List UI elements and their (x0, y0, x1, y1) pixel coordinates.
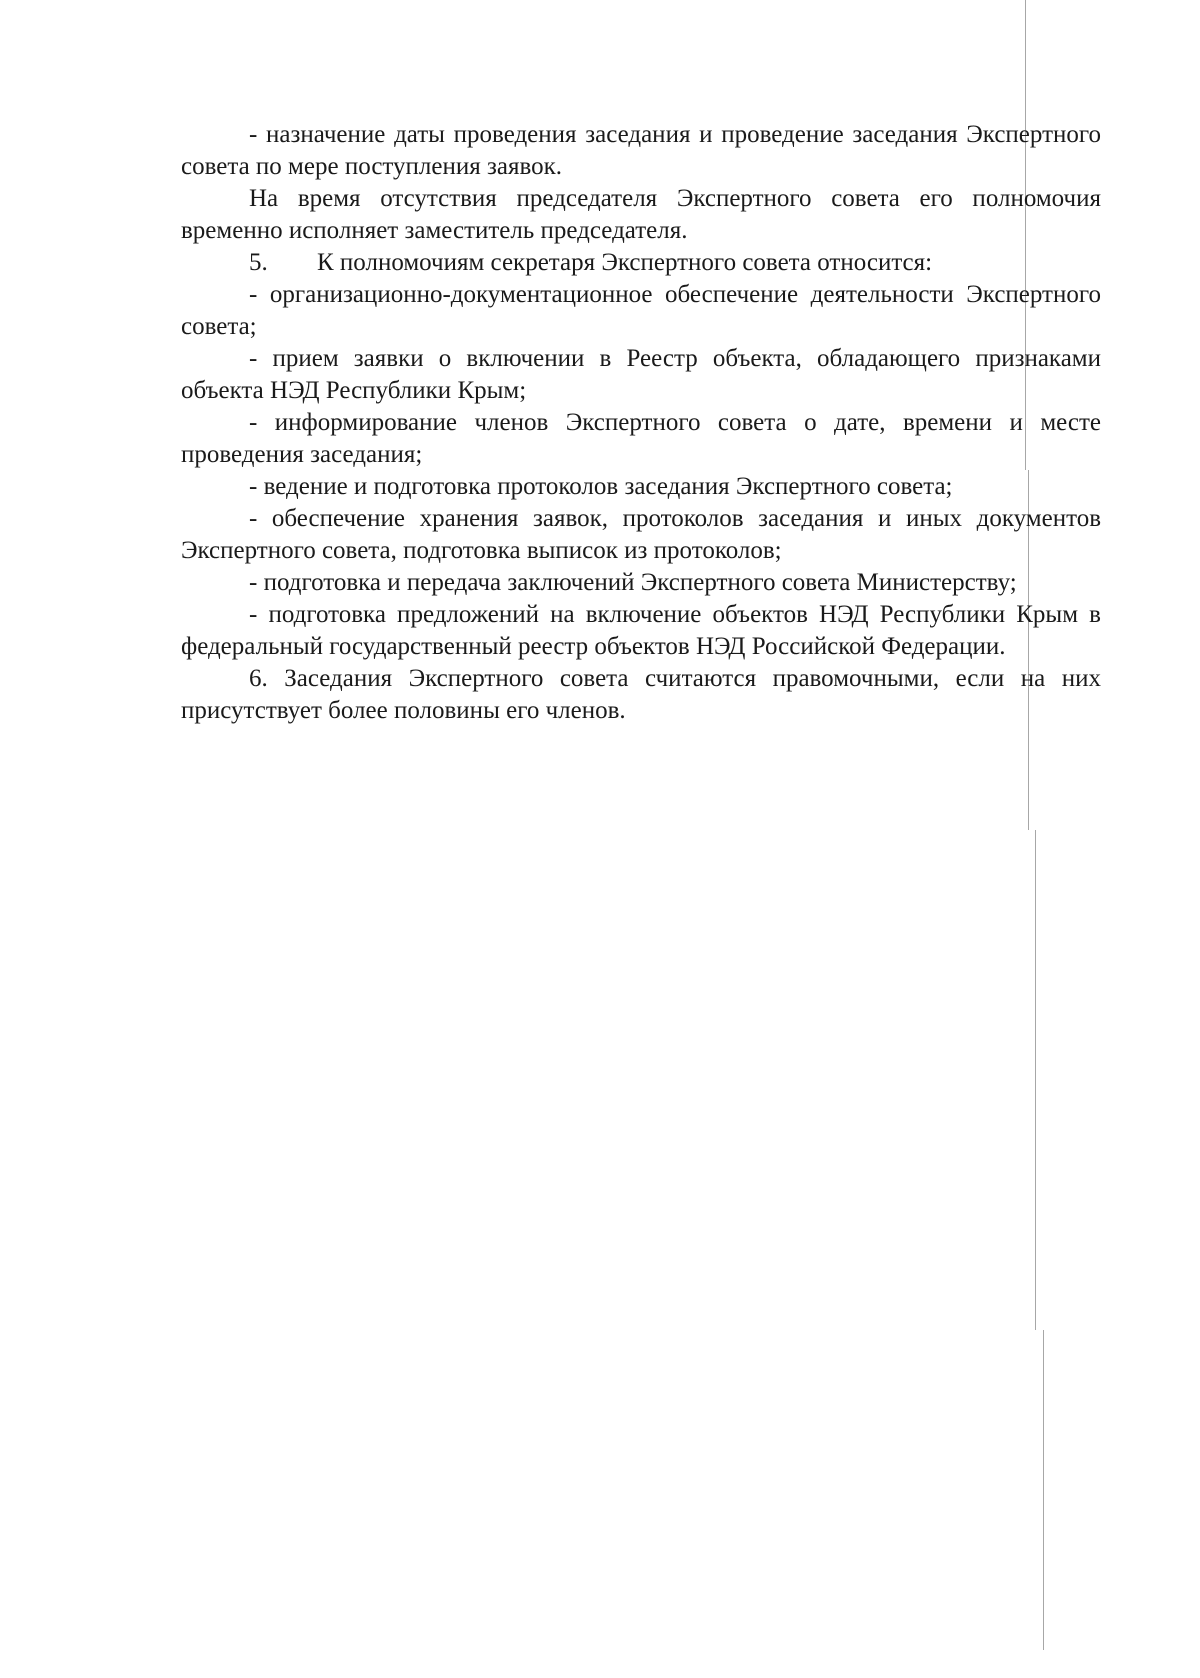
list-item: - информирование членов Экспертного совета о дате, времени и месте проведения заседания; (181, 409, 1101, 468)
item-text: К полномочиям секретаря Экспертного совета относится: (317, 249, 933, 276)
numbered-item-6: 6. Заседания Экспертного совета считаются правомочными, если на них присутствует более половины его членов. (181, 665, 1101, 724)
paragraph: На время отсутствия председателя Экспертного совета его полномочия временно исполняет заместитель председателя. (181, 185, 1101, 244)
scan-artifact-line (1043, 1330, 1044, 1650)
list-item: - прием заявки о включении в Реестр объекта, обладающего признаками объекта НЭД Республики Крым; (181, 345, 1101, 404)
list-item: - подготовка предложений на включение объектов НЭД Республики Крым в федеральный государственный реестр объектов НЭД Российской Федерации. (181, 601, 1101, 660)
list-item: - подготовка и передача заключений Экспертного совета Министерству; (249, 569, 1017, 596)
list-item: - обеспечение хранения заявок, протоколов заседания и иных документов Экспертного совета, подготовка выписок из протоколов; (181, 505, 1101, 564)
scan-artifact-line (1035, 830, 1036, 1330)
numbered-item-5 (181, 247, 1101, 279)
paragraph: - назначение даты проведения заседания и проведение заседания Экспертного совета по мере поступления заявок. (181, 121, 1101, 180)
document-body (181, 119, 1101, 727)
list-item: - организационно-документационное обеспечение деятельности Экспертного совета; (181, 281, 1101, 340)
list-item: - ведение и подготовка протоколов заседания Экспертного совета; (249, 473, 953, 500)
item-number: 5. (249, 249, 268, 276)
